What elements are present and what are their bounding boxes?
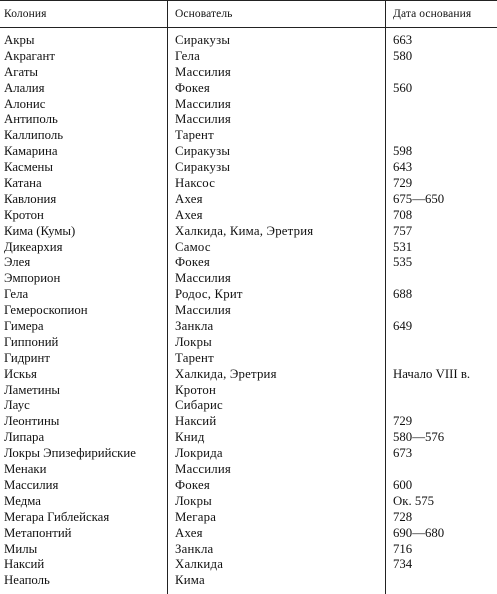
table-row xyxy=(0,510,497,526)
table-row xyxy=(0,160,497,176)
table-row xyxy=(0,526,497,542)
colony-cell: Гидринт xyxy=(4,350,50,365)
colony-cell: Ламетины xyxy=(4,382,61,397)
table-row xyxy=(0,112,497,128)
date-cell: 643 xyxy=(393,160,413,175)
table-row xyxy=(0,144,497,160)
table-row xyxy=(0,240,497,256)
founder-cell: Ахея xyxy=(175,525,203,540)
table-row xyxy=(0,573,497,589)
date-cell: 757 xyxy=(393,223,413,238)
colony-cell: Акрагант xyxy=(4,48,55,63)
founder-cell: Книд xyxy=(175,430,205,445)
table-row xyxy=(0,414,497,430)
date-cell: Ок. 575 xyxy=(393,493,435,508)
colony-cell: Кротон xyxy=(4,207,44,222)
colony-cell: Неаполь xyxy=(4,573,50,588)
colony-cell: Мегара Гиблейская xyxy=(4,509,110,524)
table-row xyxy=(0,97,497,113)
colony-cell: Лаус xyxy=(4,398,30,413)
date-cell: 675—650 xyxy=(393,191,445,206)
colony-cell: Кима (Кумы) xyxy=(4,223,76,238)
table-row xyxy=(0,208,497,224)
table-row xyxy=(0,542,497,558)
founder-cell: Кима xyxy=(175,573,205,588)
date-cell: 729 xyxy=(393,176,413,191)
colony-cell: Камарина xyxy=(4,144,58,159)
table-row xyxy=(0,494,497,510)
date-cell: 598 xyxy=(393,144,413,159)
colony-cell: Гела xyxy=(4,287,29,302)
founder-cell: Ахея xyxy=(175,191,203,206)
date-cell: 580 xyxy=(393,48,413,63)
table-row xyxy=(0,319,497,335)
date-cell: Начало VIII в. xyxy=(393,366,471,381)
colony-cell: Алалия xyxy=(4,80,45,95)
colony-cell: Агаты xyxy=(4,64,39,79)
date-cell: 531 xyxy=(393,239,413,254)
header-rule xyxy=(0,27,497,28)
founder-cell: Занкла xyxy=(175,541,214,556)
date-cell: 734 xyxy=(393,557,413,572)
date-cell: 600 xyxy=(393,477,413,492)
date-cell: 663 xyxy=(393,33,413,47)
date-cell: 535 xyxy=(393,255,413,270)
founder-cell: Фокея xyxy=(175,255,210,270)
founder-cell: Локры xyxy=(175,334,212,349)
founder-cell: Кротон xyxy=(175,382,217,397)
table-body xyxy=(0,33,497,589)
colony-cell: Локры Эпизефирийские xyxy=(4,446,136,461)
founder-cell: Массилия xyxy=(175,112,231,127)
table-row xyxy=(0,335,497,351)
colony-cell: Дикеархия xyxy=(4,239,63,254)
colony-cell: Элея xyxy=(4,255,31,270)
table-row xyxy=(0,478,497,494)
table-top-rule xyxy=(0,0,497,1)
table-row xyxy=(0,176,497,192)
header-colony: Колония xyxy=(4,8,47,20)
date-cell: 690—680 xyxy=(393,525,445,540)
table-row xyxy=(0,303,497,319)
table-row xyxy=(0,383,497,399)
table-row xyxy=(0,224,497,240)
founder-cell: Гела xyxy=(175,48,200,63)
founder-cell: Массилия xyxy=(175,64,231,79)
founder-cell: Фокея xyxy=(175,80,210,95)
colony-cell: Гемероскопион xyxy=(4,303,88,318)
date-cell: 729 xyxy=(393,414,413,429)
table-row xyxy=(0,81,497,97)
colony-cell: Гиппоний xyxy=(4,334,59,349)
table-row xyxy=(0,367,497,383)
colony-cell: Леонтины xyxy=(4,414,60,429)
table-row xyxy=(0,398,497,414)
founder-cell: Халкида, Эретрия xyxy=(175,366,277,381)
colony-cell: Медма xyxy=(4,493,41,508)
founder-cell: Халкида, Кима, Эретрия xyxy=(175,223,314,238)
colony-cell: Эмпорион xyxy=(4,271,61,286)
colony-cell: Гимера xyxy=(4,319,44,334)
table-row xyxy=(0,287,497,303)
date-cell: 688 xyxy=(393,287,413,302)
founder-cell: Массилия xyxy=(175,271,231,286)
colony-cell: Метапонтий xyxy=(4,525,72,540)
colony-cell: Каллиполь xyxy=(4,128,64,143)
date-cell: 560 xyxy=(393,80,413,95)
founder-cell: Наксий xyxy=(175,414,217,429)
founder-cell: Ахея xyxy=(175,207,203,222)
date-cell: 708 xyxy=(393,207,413,222)
table-row xyxy=(0,128,497,144)
date-cell: 673 xyxy=(393,446,413,461)
founder-cell: Массилия xyxy=(175,303,231,318)
colony-cell: Липара xyxy=(4,430,45,445)
date-cell: 728 xyxy=(393,509,413,524)
date-cell: 649 xyxy=(393,319,413,334)
colony-cell: Искья xyxy=(4,366,37,381)
table-row xyxy=(0,430,497,446)
founder-cell: Сибарис xyxy=(175,398,223,413)
founder-cell: Массилия xyxy=(175,96,231,111)
founder-cell: Мегара xyxy=(175,509,217,524)
founder-cell: Занкла xyxy=(175,319,214,334)
table-row xyxy=(0,65,497,81)
table-row xyxy=(0,271,497,287)
founder-cell: Сиракузы xyxy=(175,160,231,175)
table-row xyxy=(0,462,497,478)
colony-cell: Менаки xyxy=(4,462,47,477)
table-row xyxy=(0,557,497,573)
date-cell: 716 xyxy=(393,541,413,556)
table-row xyxy=(0,49,497,65)
colony-cell: Наксий xyxy=(4,557,45,572)
founder-cell: Наксос xyxy=(175,176,216,191)
founder-cell: Локры xyxy=(175,493,212,508)
colony-cell: Массилия xyxy=(4,477,59,492)
colony-cell: Катана xyxy=(4,176,42,191)
colony-cell: Антиполь xyxy=(4,112,58,127)
table-row xyxy=(0,446,497,462)
header-founder: Основатель xyxy=(175,8,233,20)
founder-cell: Локрида xyxy=(175,446,223,461)
colony-cell: Алонис xyxy=(4,96,46,111)
table-row xyxy=(0,351,497,367)
founder-cell: Тарент xyxy=(175,128,214,143)
table-row xyxy=(0,33,497,49)
colony-cell: Кавлония xyxy=(4,191,57,206)
table-row xyxy=(0,255,497,271)
table-row xyxy=(0,192,497,208)
founder-cell: Халкида xyxy=(175,557,224,572)
date-cell: 580—576 xyxy=(393,430,445,445)
colony-cell: Милы xyxy=(4,541,38,556)
founder-cell: Самос xyxy=(175,239,211,254)
founder-cell: Сиракузы xyxy=(175,33,231,47)
founder-cell: Сиракузы xyxy=(175,144,231,159)
founder-cell: Родос, Крит xyxy=(175,287,243,302)
founder-cell: Фокея xyxy=(175,477,210,492)
colony-cell: Касмены xyxy=(4,160,53,175)
colony-cell: Акры xyxy=(4,33,35,47)
header-founding-date: Дата основания xyxy=(393,8,472,20)
founder-cell: Массилия xyxy=(175,462,231,477)
founder-cell: Тарент xyxy=(175,350,214,365)
